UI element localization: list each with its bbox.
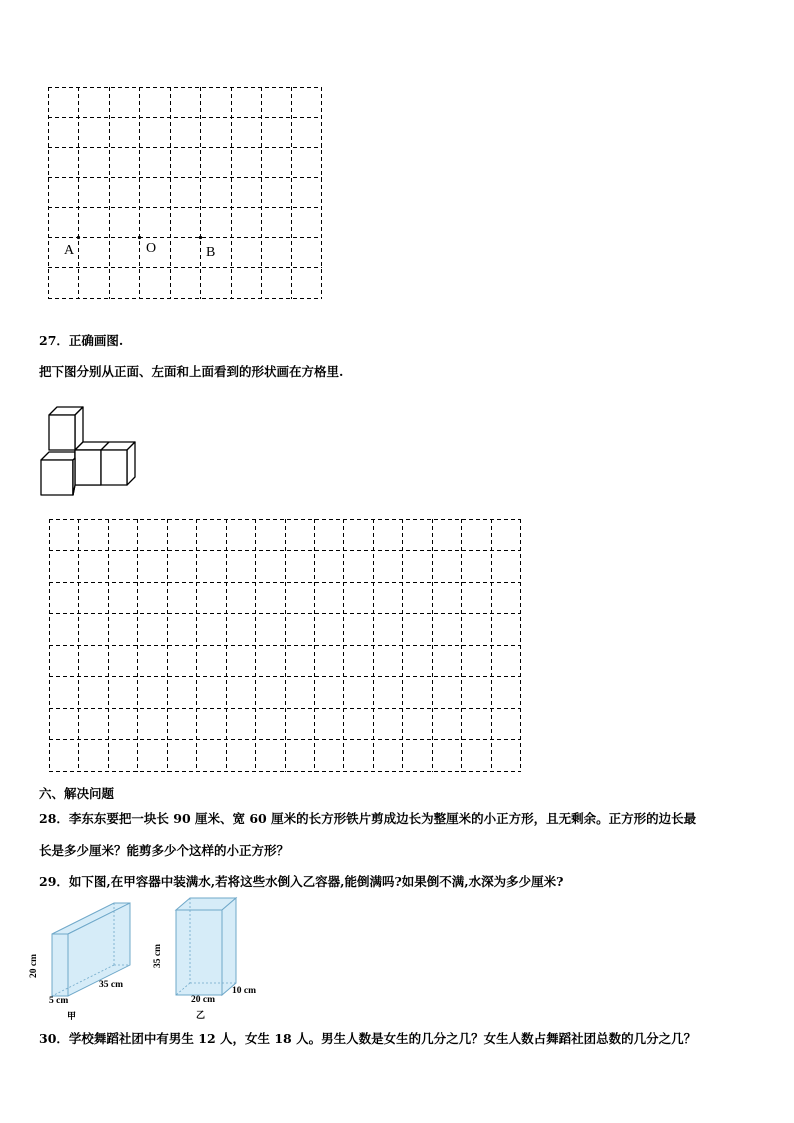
q28-line1: 28．李东东要把一块长 90 厘米、宽 60 厘米的长方形铁片剪成边长为整厘米的小正方形，且无剩余。正方形的边长最 bbox=[39, 811, 697, 826]
section-6-title: 六、解决问题 bbox=[39, 786, 115, 801]
container-a-length: 35 cm bbox=[99, 980, 124, 990]
coordinate-grid bbox=[48, 87, 322, 299]
container-b-figure bbox=[153, 896, 270, 1022]
q29-text: 29．如下图,在甲容器中装满水,若将这些水倒入乙容器,能倒满吗?如果倒不满,水深为多少厘米? bbox=[39, 874, 564, 889]
q27-instruction: 把下图分别从正面、左面和上面看到的形状画在方格里. bbox=[39, 364, 344, 379]
q30-text: 30．学校舞蹈社团中有男生 12 人，女生 18 人。男生人数是女生的几分之几？女生人数占舞蹈社团总数的几分之几？ bbox=[39, 1031, 697, 1046]
container-b-width: 10 cm bbox=[232, 986, 257, 996]
label-a: A bbox=[64, 243, 75, 258]
point-a bbox=[77, 236, 80, 239]
container-a-height: 20 cm bbox=[29, 953, 40, 979]
container-b-height: 35 cm bbox=[153, 943, 164, 969]
container-a-figure bbox=[29, 898, 146, 1021]
drawing-grid bbox=[49, 519, 521, 772]
container-a-width: 5 cm bbox=[49, 996, 69, 1006]
point-o bbox=[138, 236, 141, 239]
label-o: O bbox=[146, 241, 157, 256]
cube-stack-figure bbox=[38, 405, 138, 497]
point-b bbox=[199, 236, 202, 239]
q27-title: 27．正确画图. bbox=[39, 333, 124, 348]
container-a-name: 甲 bbox=[67, 1011, 77, 1021]
q28-line2: 长是多少厘米？能剪多少个这样的小正方形？ bbox=[39, 843, 290, 858]
grid-lines bbox=[48, 87, 322, 299]
container-b-length: 20 cm bbox=[191, 995, 216, 1005]
container-b-name: 乙 bbox=[196, 1010, 206, 1020]
label-b: B bbox=[206, 245, 216, 260]
